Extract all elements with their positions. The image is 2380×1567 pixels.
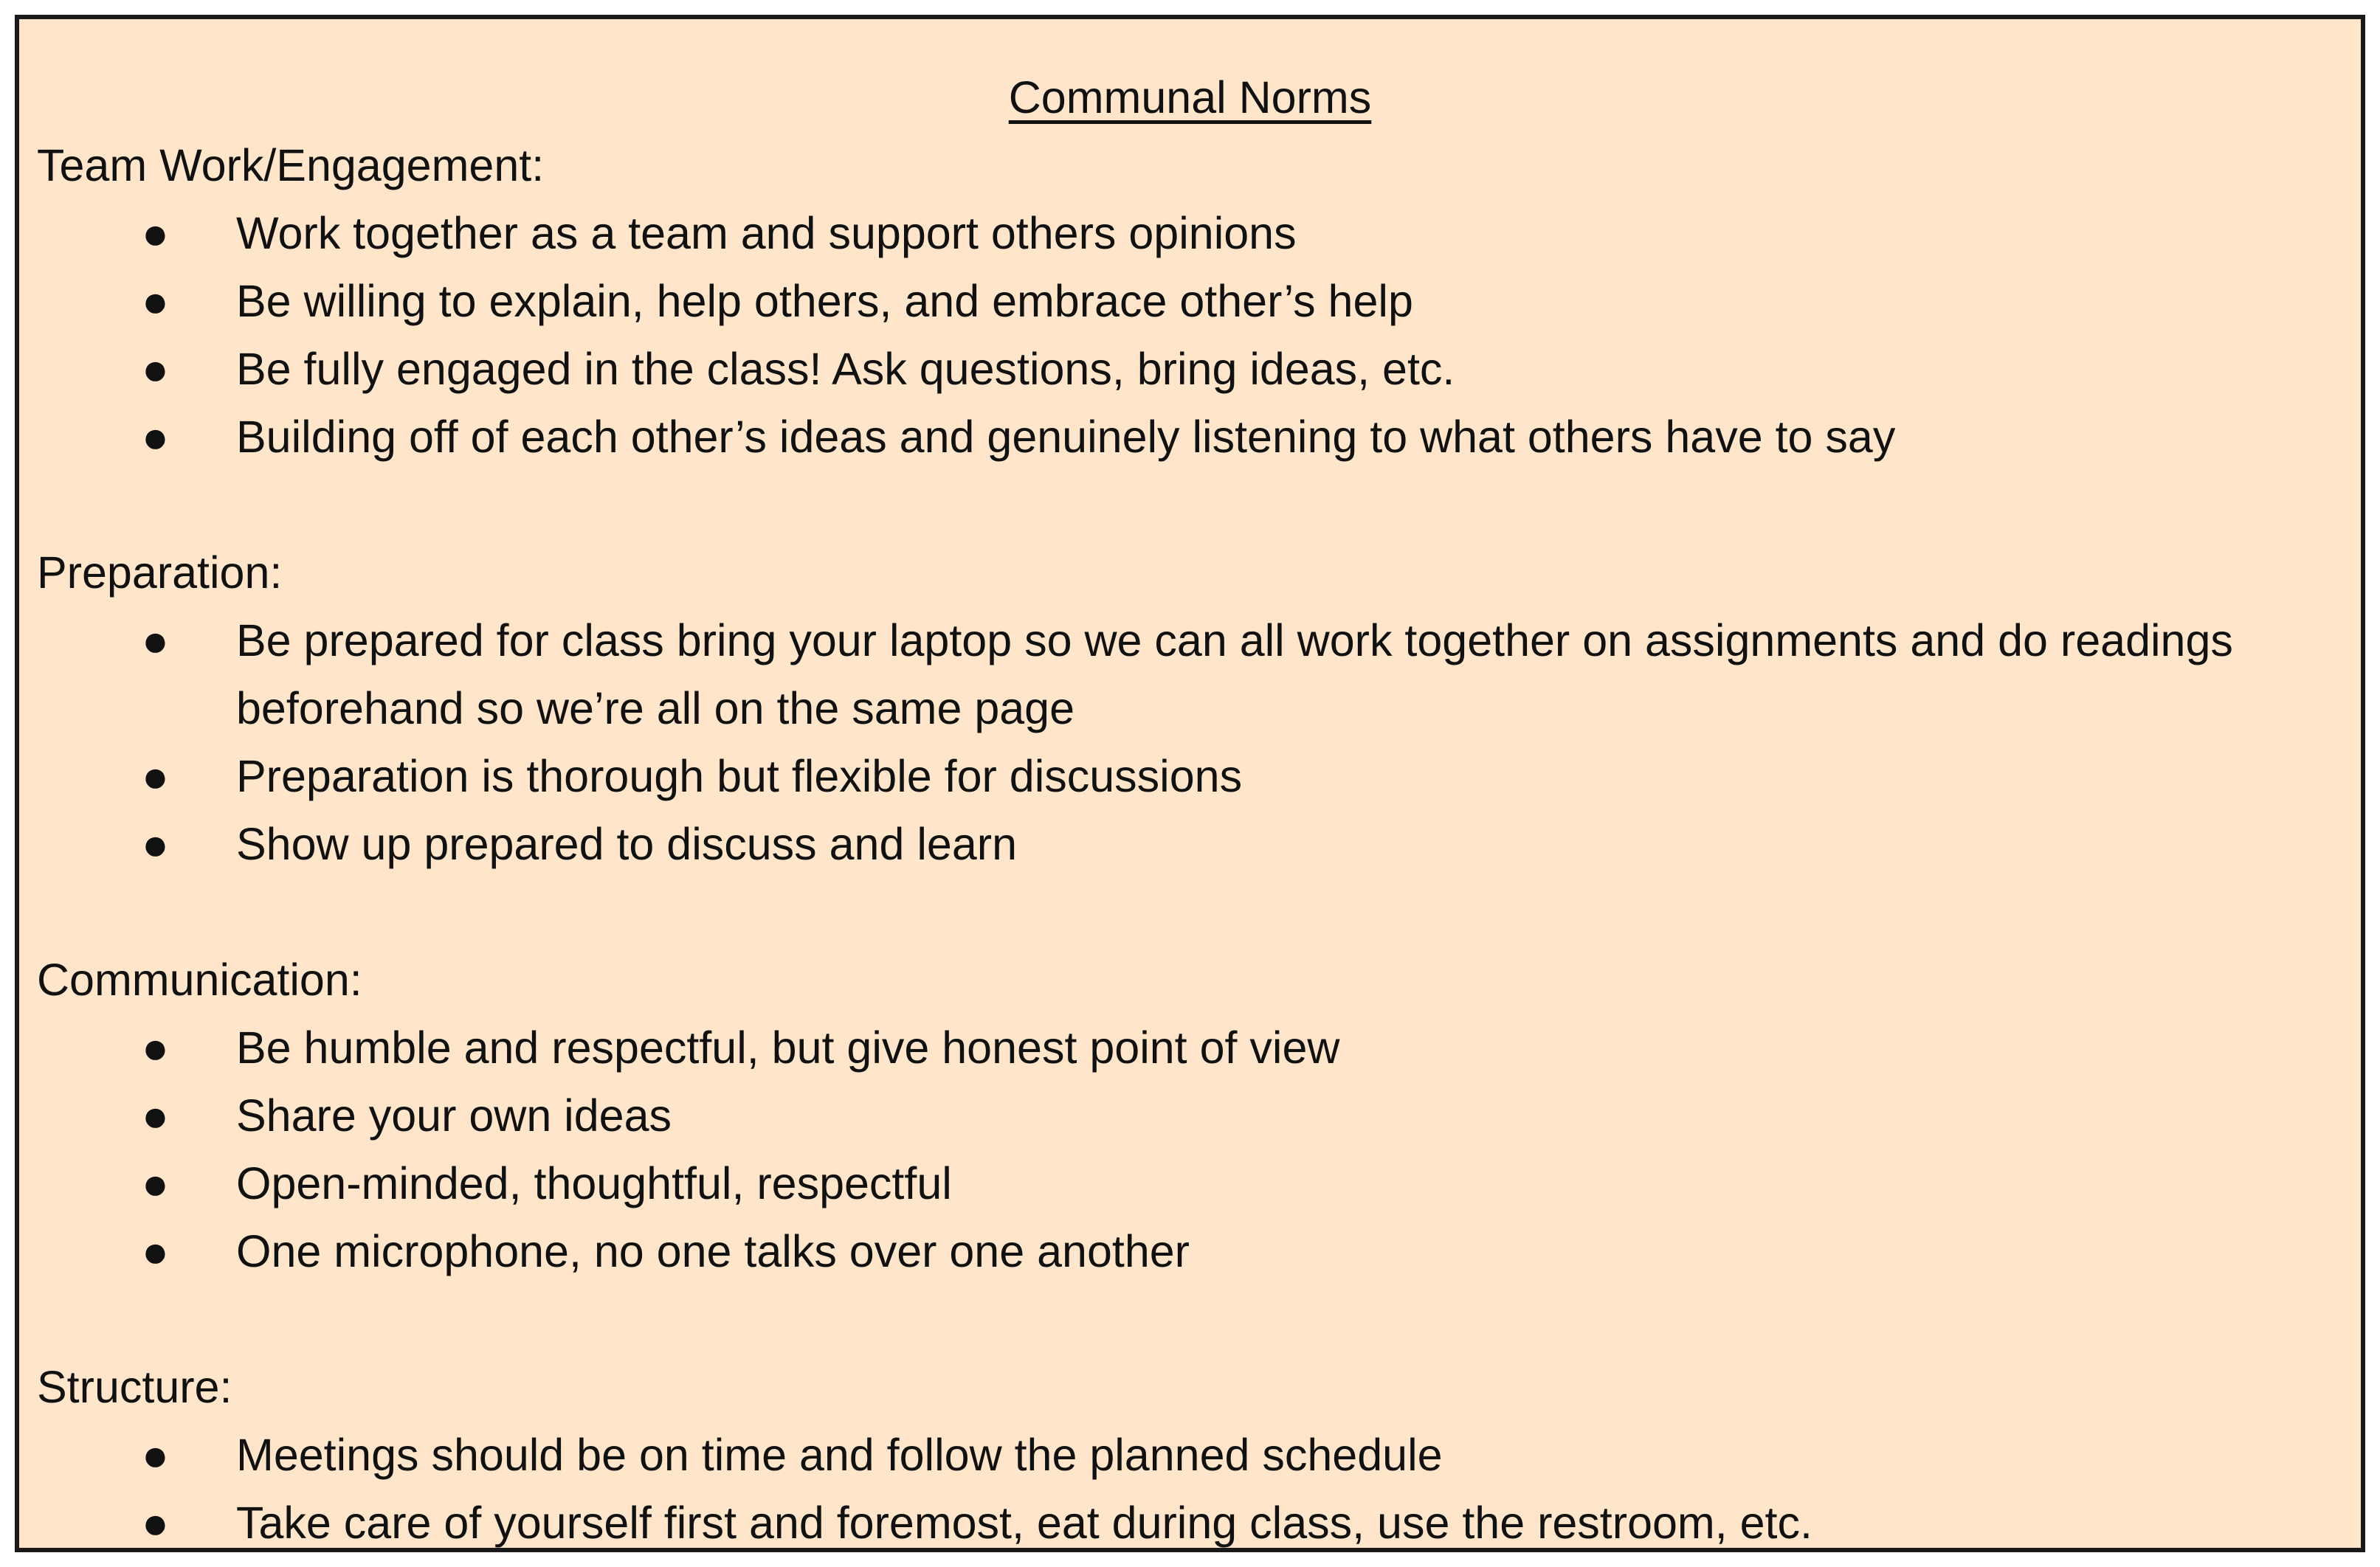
communal-norms-box: [15, 15, 2365, 1552]
bullet-icon: ●: [142, 819, 169, 869]
item-text: Be humble and respectful, but give honest point of view: [236, 1023, 1340, 1073]
section-communication: [37, 946, 2339, 1285]
item-text: Take care of yourself first and foremost, eat during class, use the restroom, etc.: [236, 1498, 1812, 1548]
list-item: [37, 1082, 2339, 1149]
norms-list: [37, 1421, 2339, 1557]
bullet-icon: ●: [142, 1023, 169, 1073]
list-item: [37, 1217, 2339, 1285]
item-text: Share your own ideas: [236, 1090, 672, 1141]
item-text: Meetings should be on time and follow the planned schedule: [236, 1430, 1443, 1480]
list-item: [37, 1421, 2339, 1489]
item-text: Be willing to explain, help others, and embrace other’s help: [236, 276, 1413, 326]
list-item: [37, 810, 2339, 878]
norms-list: [37, 1014, 2339, 1285]
section-heading: Structure:: [37, 1362, 232, 1412]
item-text: Be prepared for class bring your laptop so we can all work together on assignments and do readings beforehand so we’re all on the same page: [236, 615, 2233, 733]
bullet-icon: ●: [142, 276, 169, 326]
bullet-icon: ●: [142, 1158, 169, 1208]
list-item: [37, 742, 2339, 810]
bullet-icon: ●: [142, 1226, 169, 1276]
item-text: Building off of each other’s ideas and genuinely listening to what others have to say: [236, 412, 1896, 462]
section-structure: [37, 1353, 2339, 1557]
item-text: Show up prepared to discuss and learn: [236, 819, 1017, 869]
item-text: Open-minded, thoughtful, respectful: [236, 1158, 952, 1208]
list-item: [37, 199, 2339, 267]
bullet-icon: ●: [142, 208, 169, 258]
norms-list: [37, 199, 2339, 471]
list-item: [37, 267, 2339, 335]
list-item: [37, 1149, 2339, 1217]
list-item: [37, 403, 2339, 471]
item-text: Be fully engaged in the class! Ask questions, bring ideas, etc.: [236, 344, 1455, 394]
bullet-icon: ●: [142, 412, 169, 462]
list-item: [37, 1489, 2339, 1557]
bullet-icon: ●: [142, 344, 169, 394]
norms-list: [37, 606, 2339, 878]
bullet-icon: ●: [142, 615, 169, 665]
item-text: Work together as a team and support others opinions: [236, 208, 1297, 258]
list-item: [37, 606, 2339, 742]
section-heading: Team Work/Engagement:: [37, 140, 545, 190]
document-title: Communal Norms: [1008, 72, 1372, 122]
bullet-icon: ●: [142, 1090, 169, 1141]
item-text: Preparation is thorough but flexible for discussions: [236, 751, 1243, 801]
section-preparation: [37, 539, 2339, 878]
bullet-icon: ●: [142, 1498, 169, 1548]
list-item: [37, 335, 2339, 403]
bullet-icon: ●: [142, 751, 169, 801]
list-item: [37, 1014, 2339, 1082]
section-heading: Communication:: [37, 955, 362, 1005]
section-team-work-engagement: [37, 131, 2339, 471]
section-heading: Preparation:: [37, 547, 283, 598]
bullet-icon: ●: [142, 1430, 169, 1480]
item-text: One microphone, no one talks over one another: [236, 1226, 1190, 1276]
